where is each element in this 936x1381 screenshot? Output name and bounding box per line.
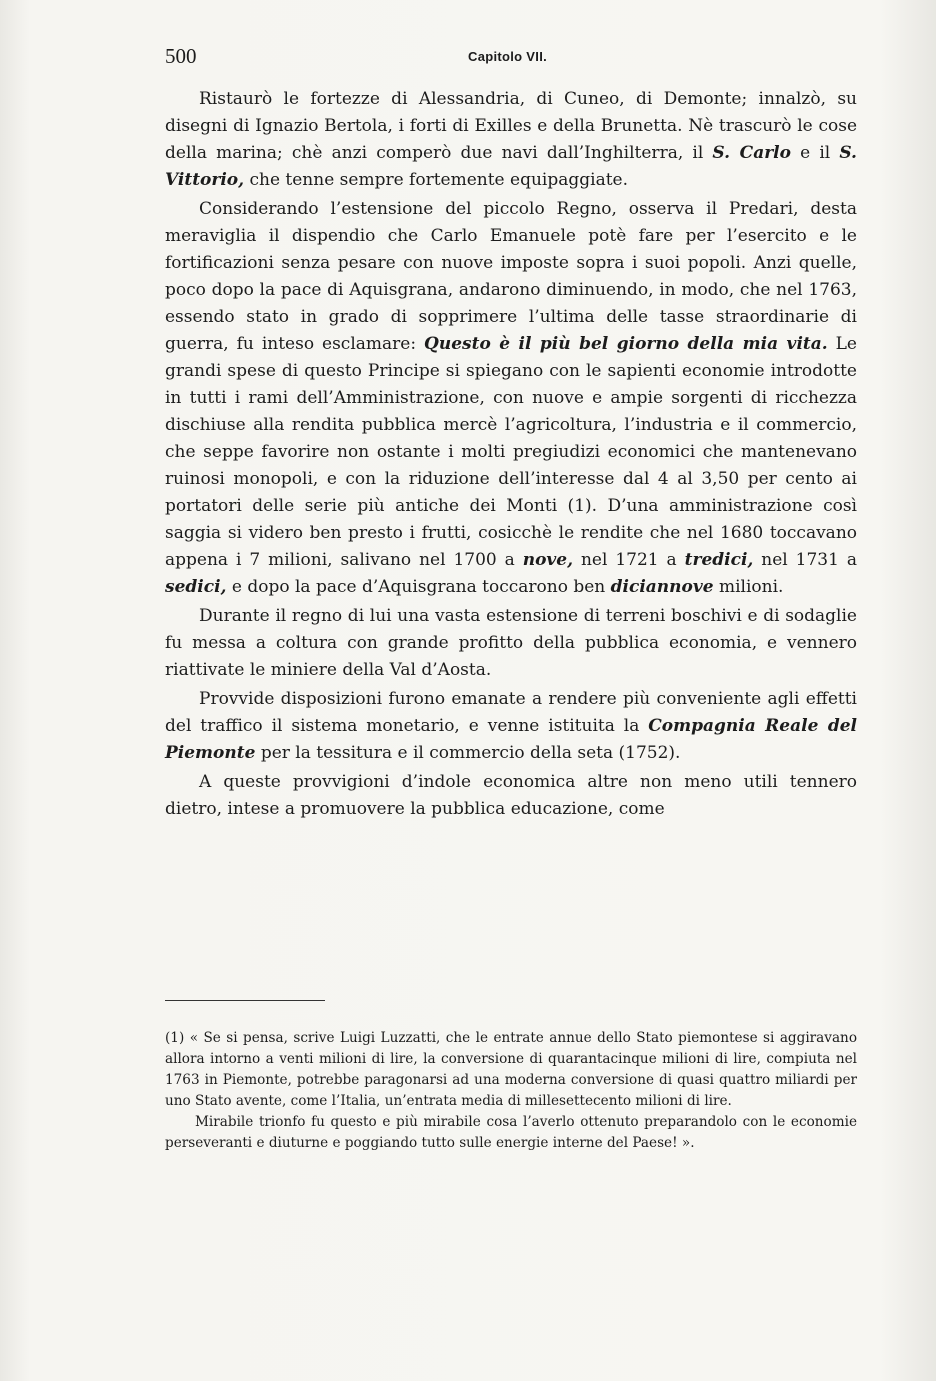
footnote-1-continuation: Mirabile trionfo fu questo e più mirabile cosa l’averlo ottenuto preparandolo con le economie perseveranti e diuturne e poggiando tutto sulle energie interne del Paese! ». bbox=[165, 1114, 857, 1151]
footnotes bbox=[165, 1028, 857, 1154]
text-run: Le grandi spese di questo Principe si spiegano con le sapienti economie introdotte in tutti i rami dell’Amministrazione, con nuove e ampie sorgenti di ricchezza dischiuse alla rendita pubblica mercè l’agricoltura, l’industria e il commercio, che seppe favorire non ostante i molti pregiudizi economici che mantenevano ruinosi monopoli, e con la riduzione dell’interesse dal 4 al 3,50 per cento ai portatori delle serie più antiche dei Monti (1). D’una amministrazione così saggia si videro ben presto i frutti, cosicchè le rendite che nel 1680 toccavano appena i 7 milioni, salivano nel 1700 a bbox=[165, 334, 857, 570]
text-run: che tenne sempre fortemente equipaggiate. bbox=[244, 170, 628, 190]
emphasis-italic: sedici, bbox=[165, 577, 227, 597]
emphasis-italic: tredici, bbox=[684, 550, 754, 570]
paragraph-fortifications bbox=[165, 86, 857, 194]
text-run: A queste provvigioni d’indole economica altre non meno utili tennero dietro, intese a promuovere la pubblica educazione, come bbox=[165, 772, 857, 819]
text-run: per la tessitura e il commercio della seta (1752). bbox=[255, 743, 681, 763]
text-run: Durante il regno di lui una vasta estensione di terreni boschivi e di sodaglie fu messa a coltura con grande profitto della pubblica economia, e vennero riattivate le miniere della Val d’Aosta. bbox=[165, 606, 857, 680]
text-run: Provvide disposizioni furono emanate a rendere più conveniente agli effetti del traffico il sistema monetario, e venne istituita la bbox=[165, 689, 857, 736]
emphasis-italic: nove, bbox=[522, 550, 574, 570]
footnote-divider bbox=[165, 1000, 325, 1001]
text-run: e il bbox=[790, 143, 840, 163]
chapter-running-head: Capitolo VII. bbox=[468, 49, 548, 64]
text-run: Ristaurò le fortezze di Alessandria, di Cuneo, di Demonte; innalzò, su disegni di Ignazio Bertola, i forti di Exilles e della Brunetta. Nè trascurò le cose della marina; chè anzi comperò due navi dall’Inghilterra, il bbox=[165, 89, 857, 163]
text-run: e dopo la pace d’Aquisgrana toccarono ben bbox=[226, 577, 611, 597]
paragraph-monetary bbox=[165, 686, 857, 767]
ship-name-italic: S. Vittorio, bbox=[165, 143, 857, 190]
paragraph-education bbox=[165, 769, 857, 823]
paragraph-agriculture bbox=[165, 603, 857, 684]
quote-italic: Questo è il più bel giorno della mia vita. bbox=[424, 334, 828, 354]
emphasis-italic: diciannove bbox=[610, 577, 714, 597]
text-run: nel 1731 a bbox=[753, 550, 857, 570]
text-run: milioni. bbox=[713, 577, 784, 597]
ship-name-italic: S. Carlo bbox=[712, 143, 791, 163]
paragraph-finances bbox=[165, 196, 857, 601]
main-text bbox=[165, 86, 857, 823]
page-header bbox=[165, 44, 855, 74]
footnote-1: (1) « Se si pensa, scrive Luigi Luzzatti, che le entrate annue dello Stato piemontese si aggiravano allora intorno a venti milioni di lire, la conversione di quarantacinque milioni di lire, compiuta nel 1763 in Piemonte, potrebbe paragonarsi ad una moderna conversione di quasi quattro miliardi per uno Stato avente, come l’Italia, un’entrata media di millesettecento milioni di lire. bbox=[165, 1030, 857, 1109]
text-run: nel 1721 a bbox=[573, 550, 685, 570]
company-name-italic: Compagnia Reale del Piemonte bbox=[165, 716, 857, 763]
text-run: Considerando l’estensione del piccolo Regno, osserva il Predari, desta meraviglia il dispendio che Carlo Emanuele potè fare per l’esercito e le fortificazioni senza pesare con nuove imposte sopra i suoi popoli. Anzi quelle, poco dopo la pace di Aquisgrana, andarono diminuendo, in modo, che nel 1763, essendo stato in grado di sopprimere l’ultima delle tasse straordinarie di guerra, fu inteso esclamare: bbox=[165, 199, 857, 354]
page-number: 500 bbox=[165, 44, 197, 68]
